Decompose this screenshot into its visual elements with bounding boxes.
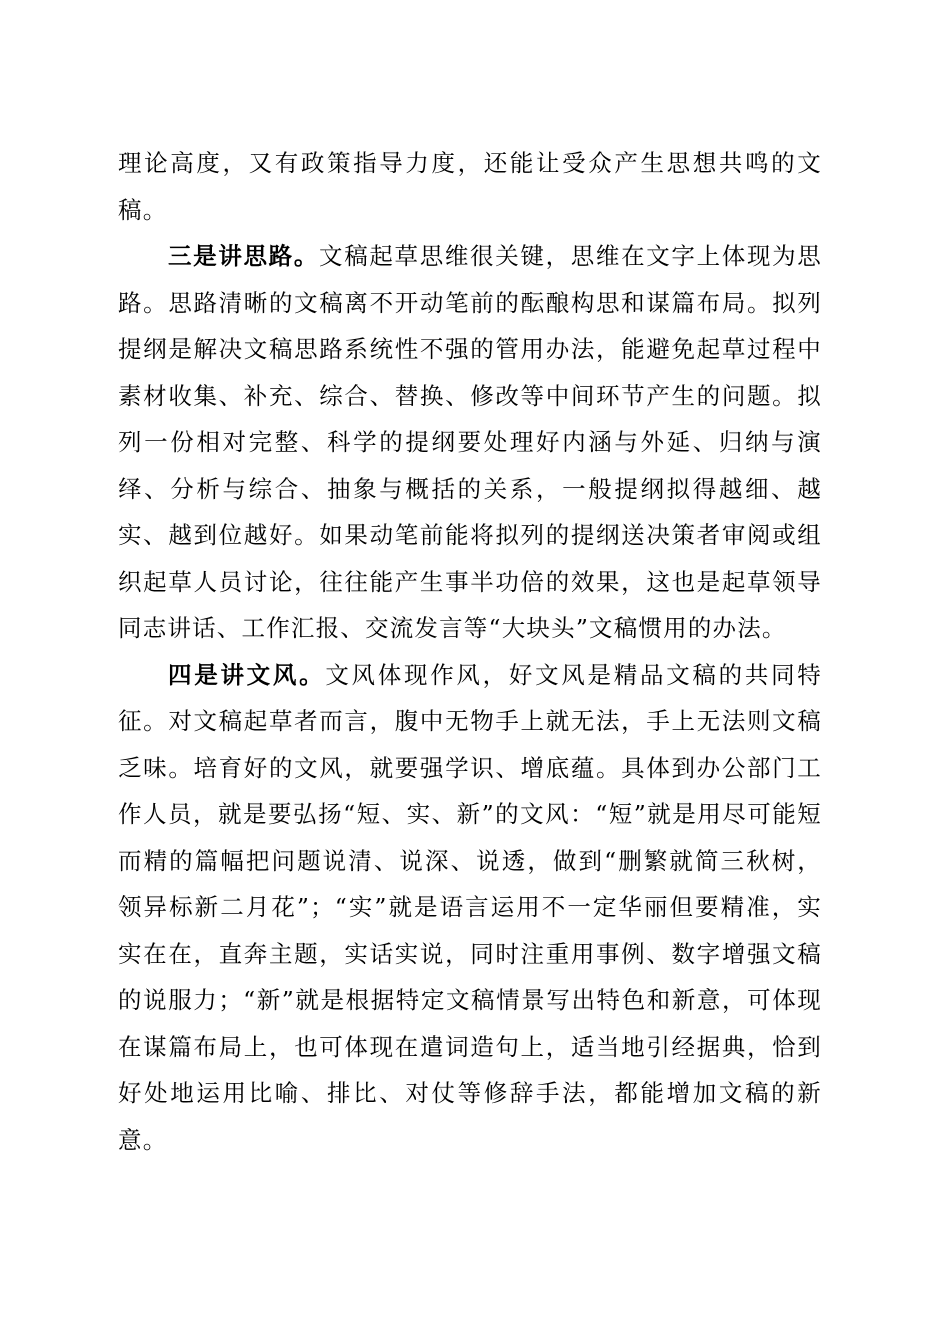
document-page (118, 140, 822, 1163)
paragraph-body: 文稿起草思维很关键，思维在文字上体现为思路。思路清晰的文稿离不开动笔前的酝酿构思和谋篇布局。拟列提纲是解决文稿思路系统性不强的管用办法，能避免起草过程中素材收集、补充、综合、替换、修改等中间环节产生的问题。拟列一份相对完整、科学的提纲要处理好内涵与外延、归纳与演绎、分析与综合、抽象与概括的关系，一般提纲拟得越细、越实、越到位越好。如果动笔前能将拟列的提纲送决策者审阅或组织起草人员讨论，往往能产生事半功倍的效果，这也是起草领导同志讲话、工作汇报、交流发言等“大块头”文稿惯用的办法。 (118, 242, 822, 642)
paragraph-continuation (118, 140, 822, 233)
paragraph-lead: 四是讲文风。 (168, 660, 326, 689)
paragraph-body: 文风体现作风，好文风是精品文稿的共同特征。对文稿起草者而言，腹中无物手上就无法，手上无法则文稿乏味。培育好的文风，就要强学识、增底蕴。具体到办公部门工作人员，就是要弘扬“短、实、新”的文风：“短”就是用尽可能短而精的篇幅把问题说清、说深、说透，做到“删繁就简三秋树，领异标新二月花”；“实”就是语言运用不一定华丽但要精准，实实在在，直奔主题，实话实说，同时注重用事例、数字增强文稿的说服力；“新”就是根据特定文稿情景写出特色和新意，可体现在谋篇布局上，也可体现在遣词造句上，适当地引经据典，恰到好处地运用比喻、排比、对仗等修辞手法，都能增加文稿的新意。 (118, 660, 822, 1154)
paragraph-body: 理论高度，又有政策指导力度，还能让受众产生思想共鸣的文稿。 (118, 149, 822, 224)
paragraph-style (118, 652, 822, 1164)
paragraph-thinking (118, 233, 822, 652)
paragraph-lead: 三是讲思路。 (168, 242, 320, 270)
